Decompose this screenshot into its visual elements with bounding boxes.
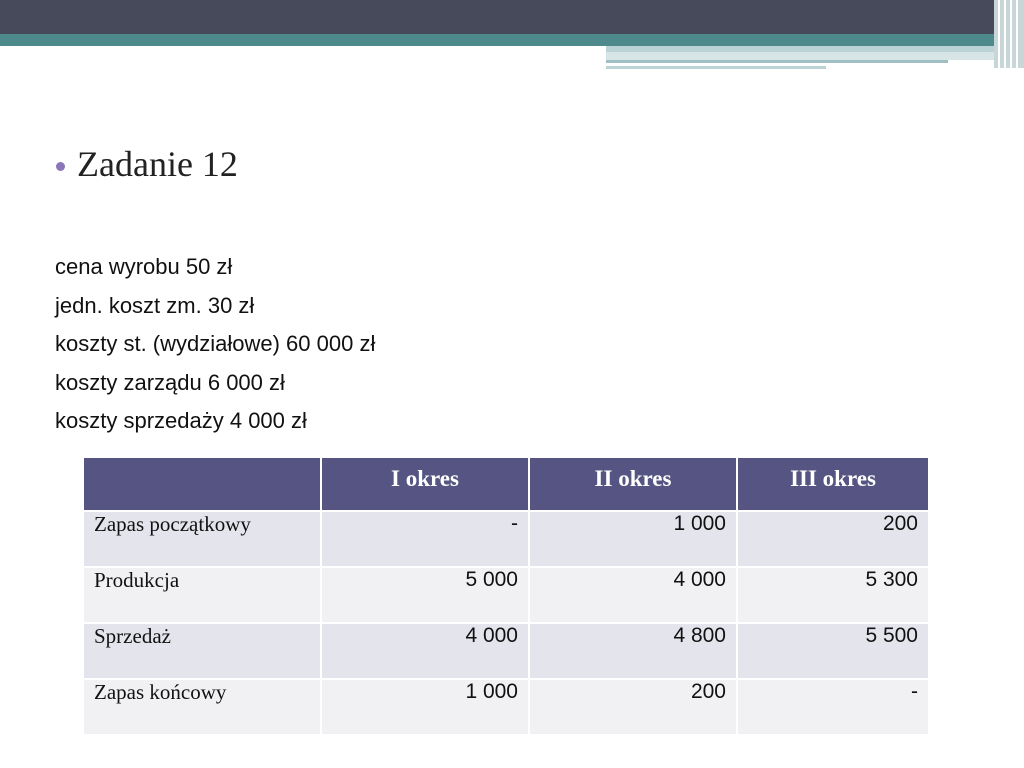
table-cell: 5 000 bbox=[321, 567, 529, 623]
bullet-dot-icon bbox=[56, 162, 65, 171]
row-label: Produkcja bbox=[83, 567, 321, 623]
table-cell: 1 000 bbox=[529, 511, 737, 567]
table-cell: - bbox=[737, 679, 929, 735]
table-cell: 5 500 bbox=[737, 623, 929, 679]
table-cell: 200 bbox=[529, 679, 737, 735]
row-label: Sprzedaż bbox=[83, 623, 321, 679]
table-row bbox=[83, 623, 929, 679]
table-cell: 4 800 bbox=[529, 623, 737, 679]
parameters-list bbox=[55, 248, 375, 441]
table-row bbox=[83, 567, 929, 623]
top-band-dark bbox=[0, 0, 1024, 34]
header-cell bbox=[83, 457, 321, 511]
table-cell: 5 300 bbox=[737, 567, 929, 623]
parameter-line: koszty sprzedaży 4 000 zł bbox=[55, 408, 307, 433]
top-band-teal bbox=[0, 34, 1024, 46]
top-band-line bbox=[606, 66, 826, 69]
table-header-row bbox=[83, 457, 929, 511]
table-row bbox=[83, 511, 929, 567]
parameter-line: koszty zarządu 6 000 zł bbox=[55, 369, 285, 395]
table-cell: 4 000 bbox=[321, 623, 529, 679]
corner-stripes bbox=[994, 0, 1024, 68]
parameter-line: jedn. koszt zm. 30 zł bbox=[55, 292, 255, 318]
table-cell: 1 000 bbox=[321, 679, 529, 735]
parameter-line: koszty st. (wydziałowe) 60 000 zł bbox=[55, 331, 376, 356]
header-cell: III okres bbox=[737, 457, 929, 511]
top-band-light bbox=[606, 52, 1024, 60]
row-label: Zapas końcowy bbox=[83, 679, 321, 735]
parameter-line: cena wyrobu 50 zł bbox=[55, 254, 233, 279]
header-cell: I okres bbox=[321, 457, 529, 511]
slide-title: Zadanie 12 bbox=[77, 144, 238, 184]
header-cell: II okres bbox=[529, 457, 737, 511]
data-table bbox=[82, 456, 930, 736]
top-band-line bbox=[606, 60, 948, 63]
table-cell: 200 bbox=[737, 511, 929, 567]
table-cell: 4 000 bbox=[529, 567, 737, 623]
row-label: Zapas początkowy bbox=[83, 511, 321, 567]
table-row bbox=[83, 679, 929, 735]
table-cell: - bbox=[321, 511, 529, 567]
bullet-item bbox=[56, 143, 238, 185]
